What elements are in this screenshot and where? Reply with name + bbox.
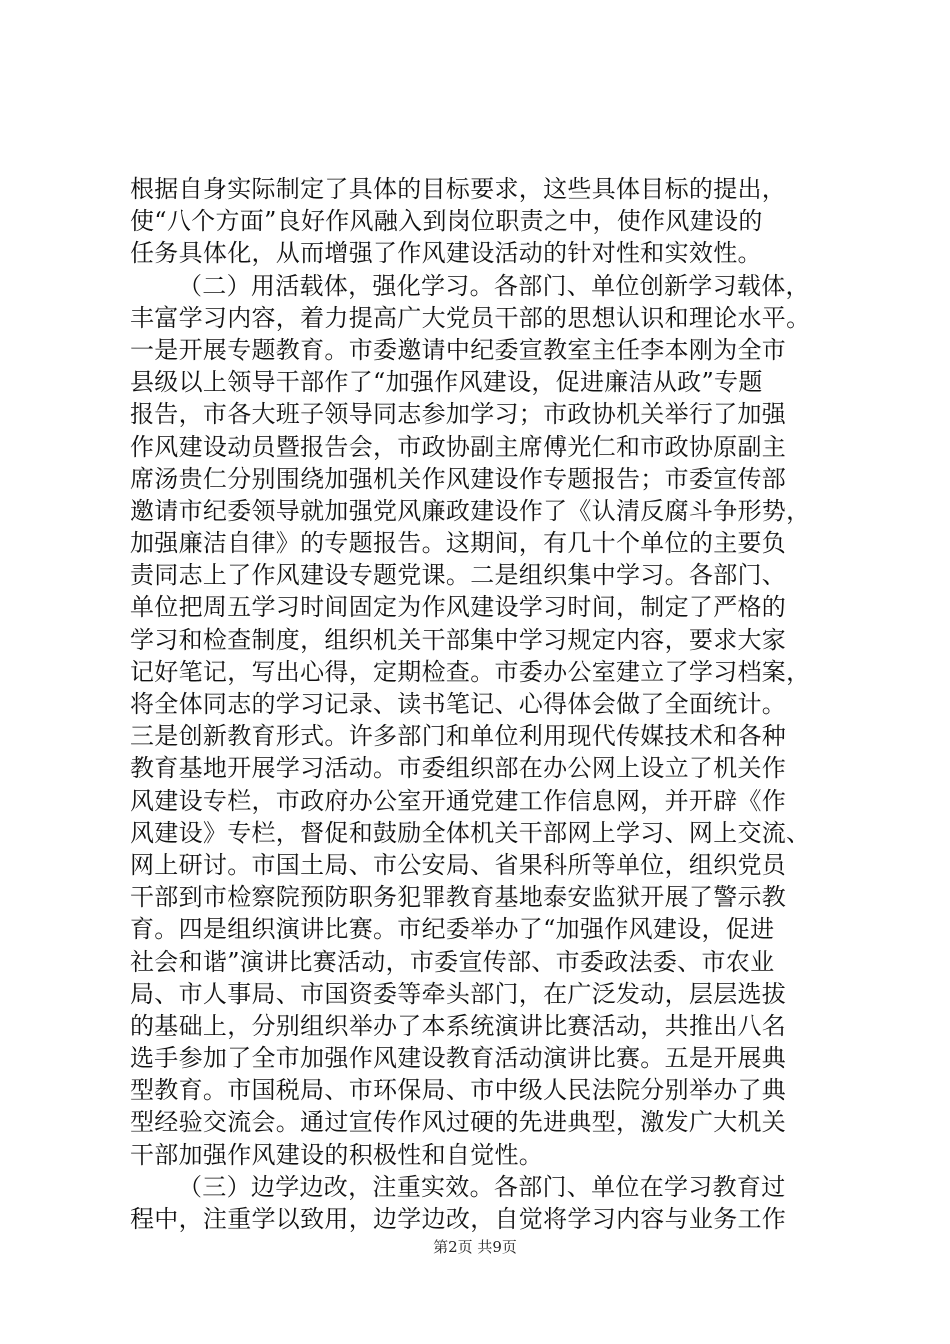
text-line: 三是创新教育形式。许多部门和单位利用现代传媒技术和各种 — [130, 722, 787, 751]
text-line: 教育基地开展学习活动。市委组织部在办公网上设立了机关作 — [130, 754, 787, 783]
text-line: 任务具体化，从而增强了作风建设活动的针对性和实效性。 — [130, 239, 762, 268]
text-line: 丰富学习内容，着力提高广大党员干部的思想认识和理论水平。 — [130, 303, 811, 332]
text-line: 作风建设动员暨报告会，市政协副主席傅光仁和市政协原副主 — [130, 432, 787, 461]
text-line: 干部到市检察院预防职务犯罪教育基地泰安监狱开展了警示教 — [130, 883, 787, 912]
text-line: 型教育。市国税局、市环保局、市中级人民法院分别举办了典 — [130, 1076, 787, 1105]
text-line: 社会和谐”演讲比赛活动，市委宣传部、市委政法委、市农业 — [130, 947, 775, 976]
text-line: 风建设专栏，市政府办公室开通党建工作信息网，并开辟《作 — [130, 786, 787, 815]
text-line: 风建设》专栏，督促和鼓励全体机关干部网上学习、网上交流、 — [130, 818, 811, 847]
text-line: 育。四是组织演讲比赛。市纪委举办了“加强作风建设，促进 — [130, 915, 775, 944]
text-line: 根据自身实际制定了具体的目标要求，这些具体目标的提出， — [130, 175, 787, 203]
text-line: 干部加强作风建设的积极性和自觉性。 — [130, 1140, 544, 1169]
text-line: 加强廉洁自律》的专题报告。这期间，有几十个单位的主要负 — [130, 529, 787, 558]
text-line: 学习和检查制度，组织机关干部集中学习规定内容，要求大家 — [130, 625, 787, 654]
text-line: 席汤贵仁分别围绕加强机关作风建设作专题报告；市委宣传部 — [130, 464, 787, 493]
page-footer: 第2页 共9页 — [433, 1238, 517, 1256]
body-text — [130, 173, 830, 1235]
text-line: 的基础上，分别组织举办了本系统演讲比赛活动，共推出八名 — [130, 1011, 787, 1040]
text-line: 县级以上领导干部作了“加强作风建设，促进廉洁从政”专题 — [130, 368, 763, 397]
text-line: 责同志上了作风建设专题党课。二是组织集中学习。各部门、 — [130, 561, 787, 590]
text-line: 选手参加了全市加强作风建设教育活动演讲比赛。五是开展典 — [130, 1044, 787, 1073]
text-line: 一是开展专题教育。市委邀请中纪委宣教室主任李本刚为全市 — [130, 335, 787, 364]
text-line: 型经验交流会。通过宣传作风过硬的先进典型，激发广大机关 — [130, 1108, 787, 1137]
text-line: 记好笔记，写出心得，定期检查。市委办公室建立了学习档案， — [130, 657, 811, 686]
text-line: 报告，市各大班子领导同志参加学习；市政协机关举行了加强 — [130, 400, 787, 429]
text-line: 将全体同志的学习记录、读书笔记、心得体会做了全面统计。 — [130, 690, 787, 718]
text-line: 邀请市纪委领导就加强党风廉政建设作了《认清反腐斗争形势， — [130, 496, 811, 525]
text-line: 单位把周五学习时间固定为作风建设学习时间，制定了严格的 — [130, 593, 787, 622]
text-line: 网上研讨。市国土局、市公安局、省果科所等单位，组织党员 — [130, 850, 787, 879]
text-line: 局、市人事局、市国资委等牵头部门，在广泛发动，层层选拔 — [130, 979, 787, 1008]
text-line: （三）边学边改，注重实效。各部门、单位在学习教育过 — [178, 1172, 786, 1201]
text-line: 使“八个方面”良好作风融入到岗位职责之中，使作风建设的 — [130, 207, 763, 236]
text-line: 程中，注重学以致用，边学边改，自觉将学习内容与业务工作 — [130, 1205, 787, 1233]
text-line: （二）用活载体，强化学习。各部门、单位创新学习载体， — [178, 271, 810, 300]
